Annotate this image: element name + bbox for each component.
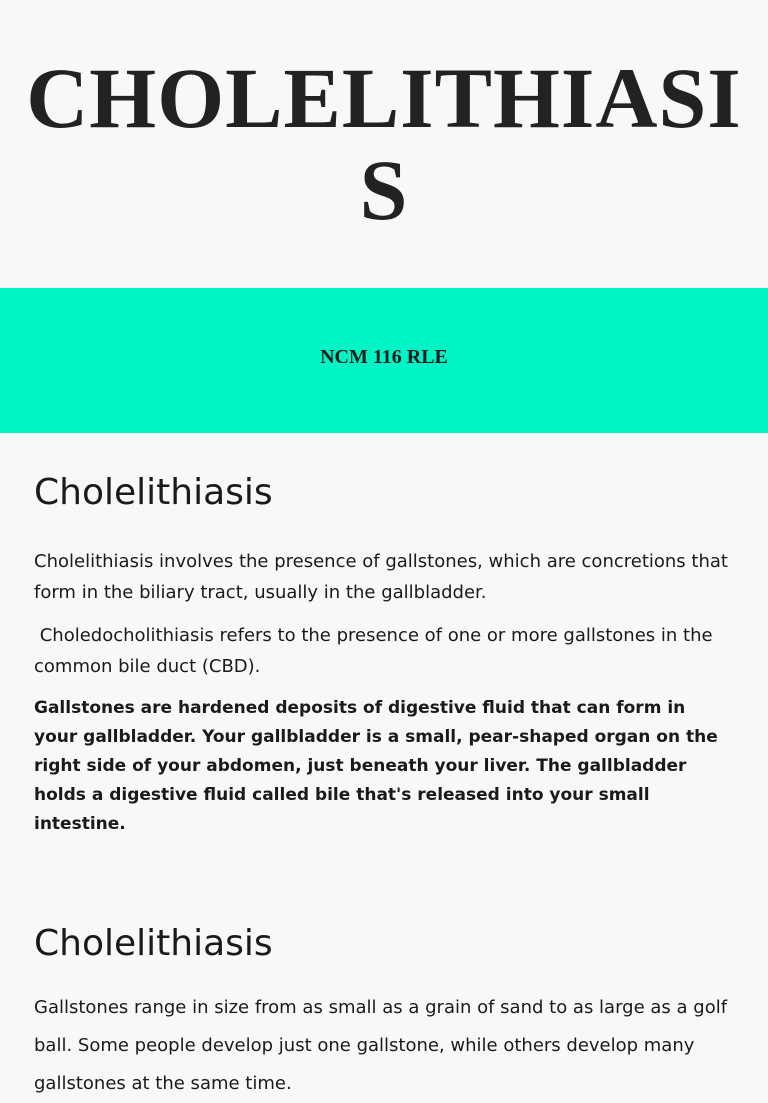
- document-title: CHOLELITHIASIS: [26, 50, 742, 238]
- section-heading: Cholelithiasis: [34, 923, 273, 964]
- paragraph: Gallstones range in size from as small as a grain of sand to as large as a golf ball. Some people develop just one gallstone, while others develop many gallstones at the same time.: [34, 997, 728, 1094]
- paragraph: Choledocholithiasis refers to the presence of one or more gallstones in the common bile duct (CBD).: [34, 625, 719, 677]
- paragraph: Cholelithiasis involves the presence of gallstones, which are concretions that form in the biliary tract, usually in the gallbladder.: [34, 551, 734, 603]
- paragraph: Gallstones are hardened deposits of digestive fluid that can form in your gallbladder. Your gallbladder is a small, pear-shaped organ on the right side of your abdomen, just beneath your liver. The gallbladder holds a digestive fluid called bile that's released into your small intestine.: [34, 698, 718, 834]
- section-heading: Cholelithiasis: [34, 472, 273, 513]
- course-code: NCM 116 RLE: [320, 346, 448, 368]
- title-block: [0, 0, 768, 288]
- content: [34, 470, 734, 1103]
